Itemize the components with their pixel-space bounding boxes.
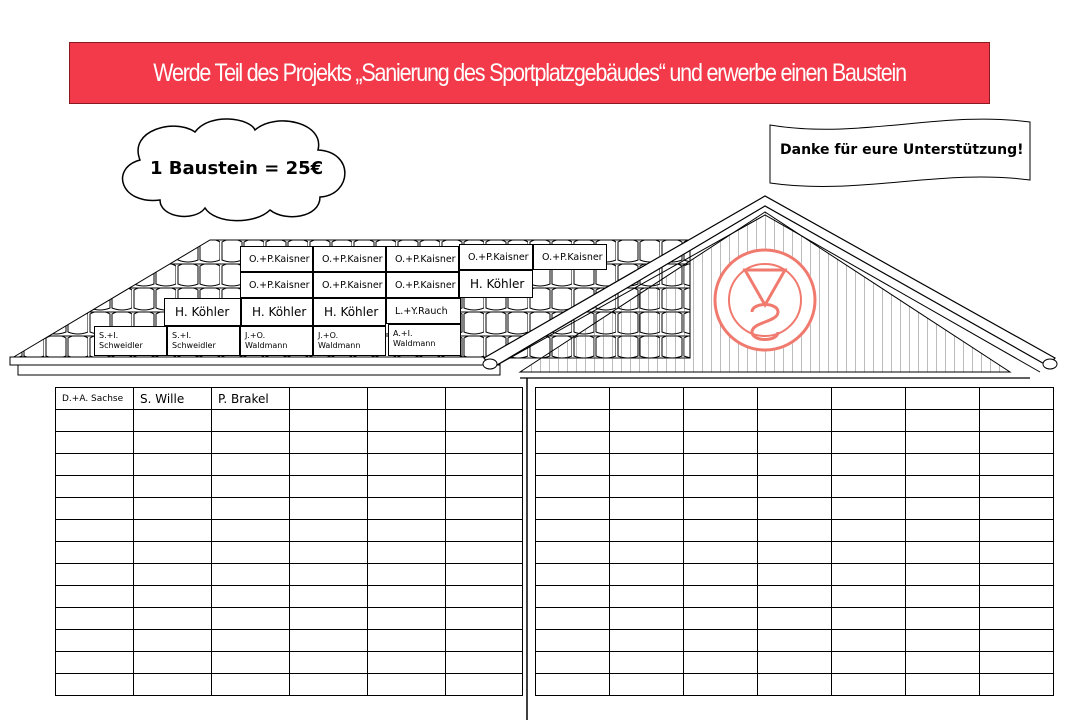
grid-cell[interactable]: [906, 388, 980, 410]
brick-line: A.+I.: [393, 329, 413, 338]
grid-cell[interactable]: [684, 498, 758, 520]
grid-cell[interactable]: [290, 520, 368, 542]
grid-cell[interactable]: [980, 564, 1054, 586]
table-row: [56, 564, 523, 586]
grid-cell[interactable]: [980, 520, 1054, 542]
grid-cell[interactable]: [906, 564, 980, 586]
grid-cell[interactable]: [832, 564, 906, 586]
grid-cell[interactable]: [832, 608, 906, 630]
grid-cell[interactable]: [980, 586, 1054, 608]
grid-cell[interactable]: [980, 630, 1054, 652]
grid-cell[interactable]: [368, 476, 446, 498]
grid-cell[interactable]: [906, 410, 980, 432]
grid-cell[interactable]: [906, 520, 980, 542]
grid-cell[interactable]: [610, 388, 684, 410]
table-row: [536, 520, 1054, 542]
grid-cell[interactable]: [758, 608, 832, 630]
thanks-label: Danke für eure Unterstützung!: [780, 142, 1024, 158]
grid-cell[interactable]: [758, 410, 832, 432]
brick[interactable]: [167, 326, 240, 356]
grid-cell[interactable]: [684, 608, 758, 630]
table-row: [536, 564, 1054, 586]
grid-cell[interactable]: S. Wille: [134, 388, 212, 410]
grid-cell[interactable]: [980, 476, 1054, 498]
grid-cell[interactable]: [368, 586, 446, 608]
logo-arc-text: [720, 260, 721, 261]
grid-cell[interactable]: [610, 542, 684, 564]
grid-cell[interactable]: [758, 454, 832, 476]
grid-cell[interactable]: D.+A. Sachse: [56, 388, 134, 410]
grid-cell[interactable]: [212, 630, 290, 652]
grid-cell[interactable]: [56, 542, 134, 564]
grid-cell[interactable]: [758, 586, 832, 608]
grid-cell[interactable]: [758, 630, 832, 652]
grid-cell[interactable]: [684, 454, 758, 476]
grid-cell[interactable]: [906, 586, 980, 608]
table-row: [56, 586, 523, 608]
grid-cell[interactable]: [536, 388, 610, 410]
grid-cell[interactable]: [368, 630, 446, 652]
grid-cell[interactable]: [536, 630, 610, 652]
table-row: [536, 388, 1054, 410]
grid-cell[interactable]: [446, 586, 523, 608]
grid-cell[interactable]: [610, 476, 684, 498]
grid-cell[interactable]: [368, 674, 446, 696]
grid-cell[interactable]: [758, 520, 832, 542]
grid-cell[interactable]: [56, 454, 134, 476]
brick-line: Waldmann: [393, 339, 436, 348]
grid-cell[interactable]: [446, 410, 523, 432]
grid-cell[interactable]: [446, 476, 523, 498]
brick-line: S.+I.: [99, 331, 119, 340]
table-row: [536, 586, 1054, 608]
grid-cell[interactable]: P. Brakel: [212, 388, 290, 410]
logo-letters: [738, 258, 739, 259]
brick[interactable]: [240, 326, 313, 356]
grid-cell[interactable]: [212, 542, 290, 564]
table-row: [56, 410, 523, 432]
brick-line: Schweidler: [172, 341, 216, 350]
brick[interactable]: O.+P.Kaisner: [386, 272, 459, 298]
grid-cell[interactable]: [134, 630, 212, 652]
grid-cell[interactable]: [290, 454, 368, 476]
brick-line: Waldmann: [245, 341, 288, 350]
grid-cell[interactable]: [212, 498, 290, 520]
grid-cell[interactable]: [832, 674, 906, 696]
grid-cell[interactable]: [446, 652, 523, 674]
grid-cell[interactable]: [536, 498, 610, 520]
grid-cell[interactable]: [134, 410, 212, 432]
grid-cell[interactable]: [56, 564, 134, 586]
table-row: [536, 542, 1054, 564]
grid-cell[interactable]: [906, 674, 980, 696]
grid-cell[interactable]: [290, 674, 368, 696]
grid-cell[interactable]: [212, 586, 290, 608]
grid-cell[interactable]: [832, 586, 906, 608]
banner-text: Werde Teil des Projekts „Sanierung des Sportplatzgebäudes“ und erwerbe einen Baustein: [153, 58, 906, 87]
grid-cell[interactable]: [832, 520, 906, 542]
price-label: 1 Baustein = 25€: [150, 158, 324, 179]
table-row: [56, 388, 523, 410]
brick[interactable]: O.+P.Kaisner: [533, 244, 607, 270]
grid-cell[interactable]: [212, 476, 290, 498]
grid-cell[interactable]: [980, 542, 1054, 564]
grid-cell[interactable]: [56, 652, 134, 674]
left-wall-grid: [55, 387, 523, 696]
brick-line: S.+I.: [172, 331, 192, 340]
grid-cell[interactable]: [758, 674, 832, 696]
grid-cell[interactable]: [446, 388, 523, 410]
grid-cell[interactable]: [290, 432, 368, 454]
grid-cell[interactable]: [610, 586, 684, 608]
grid-cell[interactable]: [212, 674, 290, 696]
brick[interactable]: H. Köhler: [313, 298, 386, 326]
grid-cell[interactable]: [446, 630, 523, 652]
grid-cell[interactable]: [290, 498, 368, 520]
grid-cell[interactable]: [832, 454, 906, 476]
grid-cell[interactable]: [368, 388, 446, 410]
grid-cell[interactable]: [290, 586, 368, 608]
table-row: [536, 630, 1054, 652]
brick-line: J.+O.: [318, 331, 339, 340]
grid-cell[interactable]: [610, 432, 684, 454]
grid-cell[interactable]: [446, 432, 523, 454]
grid-cell[interactable]: [684, 630, 758, 652]
grid-cell[interactable]: [212, 454, 290, 476]
grid-cell[interactable]: [684, 476, 758, 498]
right-wall-grid: [535, 387, 1054, 696]
grid-cell[interactable]: [56, 630, 134, 652]
grid-cell[interactable]: [610, 454, 684, 476]
table-row: [56, 652, 523, 674]
grid-cell[interactable]: [832, 388, 906, 410]
grid-cell[interactable]: [906, 542, 980, 564]
grid-cell[interactable]: [536, 432, 610, 454]
grid-cell[interactable]: [610, 608, 684, 630]
grid-cell[interactable]: [758, 432, 832, 454]
grid-cell[interactable]: [906, 432, 980, 454]
brick[interactable]: H. Köhler: [241, 298, 313, 326]
grid-cell[interactable]: [368, 410, 446, 432]
grid-cell[interactable]: [906, 630, 980, 652]
grid-cell[interactable]: [906, 608, 980, 630]
grid-cell[interactable]: [610, 630, 684, 652]
grid-cell[interactable]: [56, 432, 134, 454]
grid-cell[interactable]: [980, 652, 1054, 674]
grid-cell[interactable]: [536, 608, 610, 630]
grid-cell[interactable]: [832, 410, 906, 432]
grid-cell[interactable]: [684, 520, 758, 542]
grid-cell[interactable]: [290, 476, 368, 498]
grid-cell[interactable]: [290, 542, 368, 564]
grid-cell[interactable]: [758, 388, 832, 410]
grid-cell[interactable]: [536, 542, 610, 564]
table-row: [536, 410, 1054, 432]
grid-cell[interactable]: [758, 652, 832, 674]
grid-cell[interactable]: [832, 432, 906, 454]
grid-cell[interactable]: [758, 564, 832, 586]
grid-cell[interactable]: [980, 388, 1054, 410]
brick[interactable]: H. Köhler: [459, 270, 533, 298]
brick[interactable]: L.+Y.Rauch: [386, 298, 461, 324]
grid-cell[interactable]: [290, 564, 368, 586]
grid-cell[interactable]: [832, 630, 906, 652]
grid-cell[interactable]: [536, 564, 610, 586]
table-row: [536, 674, 1054, 696]
grid-cell[interactable]: [684, 564, 758, 586]
brick[interactable]: O.+P.Kaisner: [459, 244, 533, 270]
brick[interactable]: O.+P.Kaisner: [240, 246, 313, 272]
table-row: [536, 652, 1054, 674]
brick-line: J.+O.: [245, 331, 266, 340]
grid-cell[interactable]: [446, 542, 523, 564]
brick-line: Schweidler: [99, 341, 143, 350]
grid-cell[interactable]: [368, 454, 446, 476]
grid-cell[interactable]: [134, 586, 212, 608]
grid-cell[interactable]: [134, 542, 212, 564]
grid-cell[interactable]: [684, 652, 758, 674]
table-row: [56, 454, 523, 476]
grid-cell[interactable]: [980, 432, 1054, 454]
grid-cell[interactable]: [610, 674, 684, 696]
grid-cell[interactable]: [290, 410, 368, 432]
grid-cell[interactable]: [684, 388, 758, 410]
brick[interactable]: [94, 326, 167, 356]
table-row: [536, 498, 1054, 520]
grid-cell[interactable]: [610, 410, 684, 432]
grid-cell[interactable]: [134, 652, 212, 674]
grid-cell[interactable]: [56, 410, 134, 432]
grid-cell[interactable]: [368, 564, 446, 586]
grid-cell[interactable]: [134, 564, 212, 586]
grid-cell[interactable]: [536, 520, 610, 542]
grid-cell[interactable]: [832, 652, 906, 674]
grid-cell[interactable]: [536, 586, 610, 608]
grid-cell[interactable]: [758, 498, 832, 520]
grid-cell[interactable]: [610, 652, 684, 674]
grid-cell[interactable]: [290, 630, 368, 652]
grid-cell[interactable]: [290, 608, 368, 630]
grid-cell[interactable]: [446, 454, 523, 476]
grid-cell[interactable]: [906, 498, 980, 520]
grid-cell[interactable]: [446, 520, 523, 542]
grid-cell[interactable]: [134, 476, 212, 498]
grid-cell[interactable]: [368, 608, 446, 630]
brick[interactable]: O.+P.Kaisner: [313, 272, 386, 298]
brick[interactable]: O.+P.Kaisner: [240, 272, 313, 298]
grid-cell[interactable]: [56, 520, 134, 542]
grid-cell[interactable]: [980, 674, 1054, 696]
table-row: [56, 498, 523, 520]
grid-cell[interactable]: [906, 476, 980, 498]
brick[interactable]: O.+P.Kaisner: [313, 246, 386, 272]
grid-cell[interactable]: [56, 586, 134, 608]
grid-cell[interactable]: [832, 498, 906, 520]
brick-line: Waldmann: [318, 341, 361, 350]
grid-cell[interactable]: [368, 652, 446, 674]
table-row: [56, 432, 523, 454]
grid-cell[interactable]: [536, 652, 610, 674]
grid-cell[interactable]: [446, 498, 523, 520]
table-row: [56, 630, 523, 652]
grid-cell[interactable]: [610, 564, 684, 586]
grid-cell[interactable]: [906, 652, 980, 674]
grid-cell[interactable]: [134, 674, 212, 696]
grid-cell[interactable]: [290, 652, 368, 674]
grid-cell[interactable]: [368, 498, 446, 520]
grid-cell[interactable]: [212, 608, 290, 630]
grid-cell[interactable]: [56, 674, 134, 696]
table-row: [56, 608, 523, 630]
grid-cell[interactable]: [212, 564, 290, 586]
grid-cell[interactable]: [446, 564, 523, 586]
grid-cell[interactable]: [212, 410, 290, 432]
table-row: [56, 542, 523, 564]
grid-cell[interactable]: [134, 432, 212, 454]
club-logo: [715, 250, 815, 350]
grid-cell[interactable]: [290, 388, 368, 410]
table-row: [536, 454, 1054, 476]
table-row: [536, 432, 1054, 454]
table-row: [56, 520, 523, 542]
table-row: [536, 608, 1054, 630]
grid-cell[interactable]: [368, 542, 446, 564]
grid-cell[interactable]: [212, 432, 290, 454]
grid-cell[interactable]: [684, 410, 758, 432]
grid-cell[interactable]: [536, 454, 610, 476]
grid-cell[interactable]: [906, 454, 980, 476]
grid-cell[interactable]: [56, 498, 134, 520]
grid-cell[interactable]: [980, 608, 1054, 630]
grid-cell[interactable]: [684, 586, 758, 608]
brick[interactable]: [388, 324, 461, 356]
grid-cell[interactable]: [832, 476, 906, 498]
brick[interactable]: [313, 326, 386, 356]
grid-cell[interactable]: [758, 476, 832, 498]
grid-cell[interactable]: [980, 498, 1054, 520]
grid-cell[interactable]: [56, 476, 134, 498]
table-row: [536, 476, 1054, 498]
grid-cell[interactable]: [212, 520, 290, 542]
grid-cell[interactable]: [980, 410, 1054, 432]
grid-cell[interactable]: [758, 542, 832, 564]
brick[interactable]: O.+P.Kaisner: [386, 246, 459, 272]
grid-cell[interactable]: [56, 608, 134, 630]
grid-cell[interactable]: [446, 608, 523, 630]
grid-cell[interactable]: [536, 410, 610, 432]
grid-cell[interactable]: [536, 674, 610, 696]
grid-cell[interactable]: [610, 520, 684, 542]
grid-cell[interactable]: [446, 674, 523, 696]
grid-cell[interactable]: [134, 498, 212, 520]
grid-cell[interactable]: [368, 432, 446, 454]
grid-cell[interactable]: [610, 498, 684, 520]
grid-cell[interactable]: [832, 542, 906, 564]
grid-cell[interactable]: [536, 476, 610, 498]
grid-cell[interactable]: [684, 674, 758, 696]
grid-cell[interactable]: [134, 608, 212, 630]
brick[interactable]: H. Köhler: [164, 298, 241, 326]
grid-cell[interactable]: [368, 520, 446, 542]
grid-cell[interactable]: [684, 432, 758, 454]
grid-cell[interactable]: [684, 542, 758, 564]
table-row: [56, 476, 523, 498]
table-row: [56, 674, 523, 696]
grid-cell[interactable]: [134, 454, 212, 476]
grid-cell[interactable]: [980, 454, 1054, 476]
grid-cell[interactable]: [212, 652, 290, 674]
grid-cell[interactable]: [134, 520, 212, 542]
